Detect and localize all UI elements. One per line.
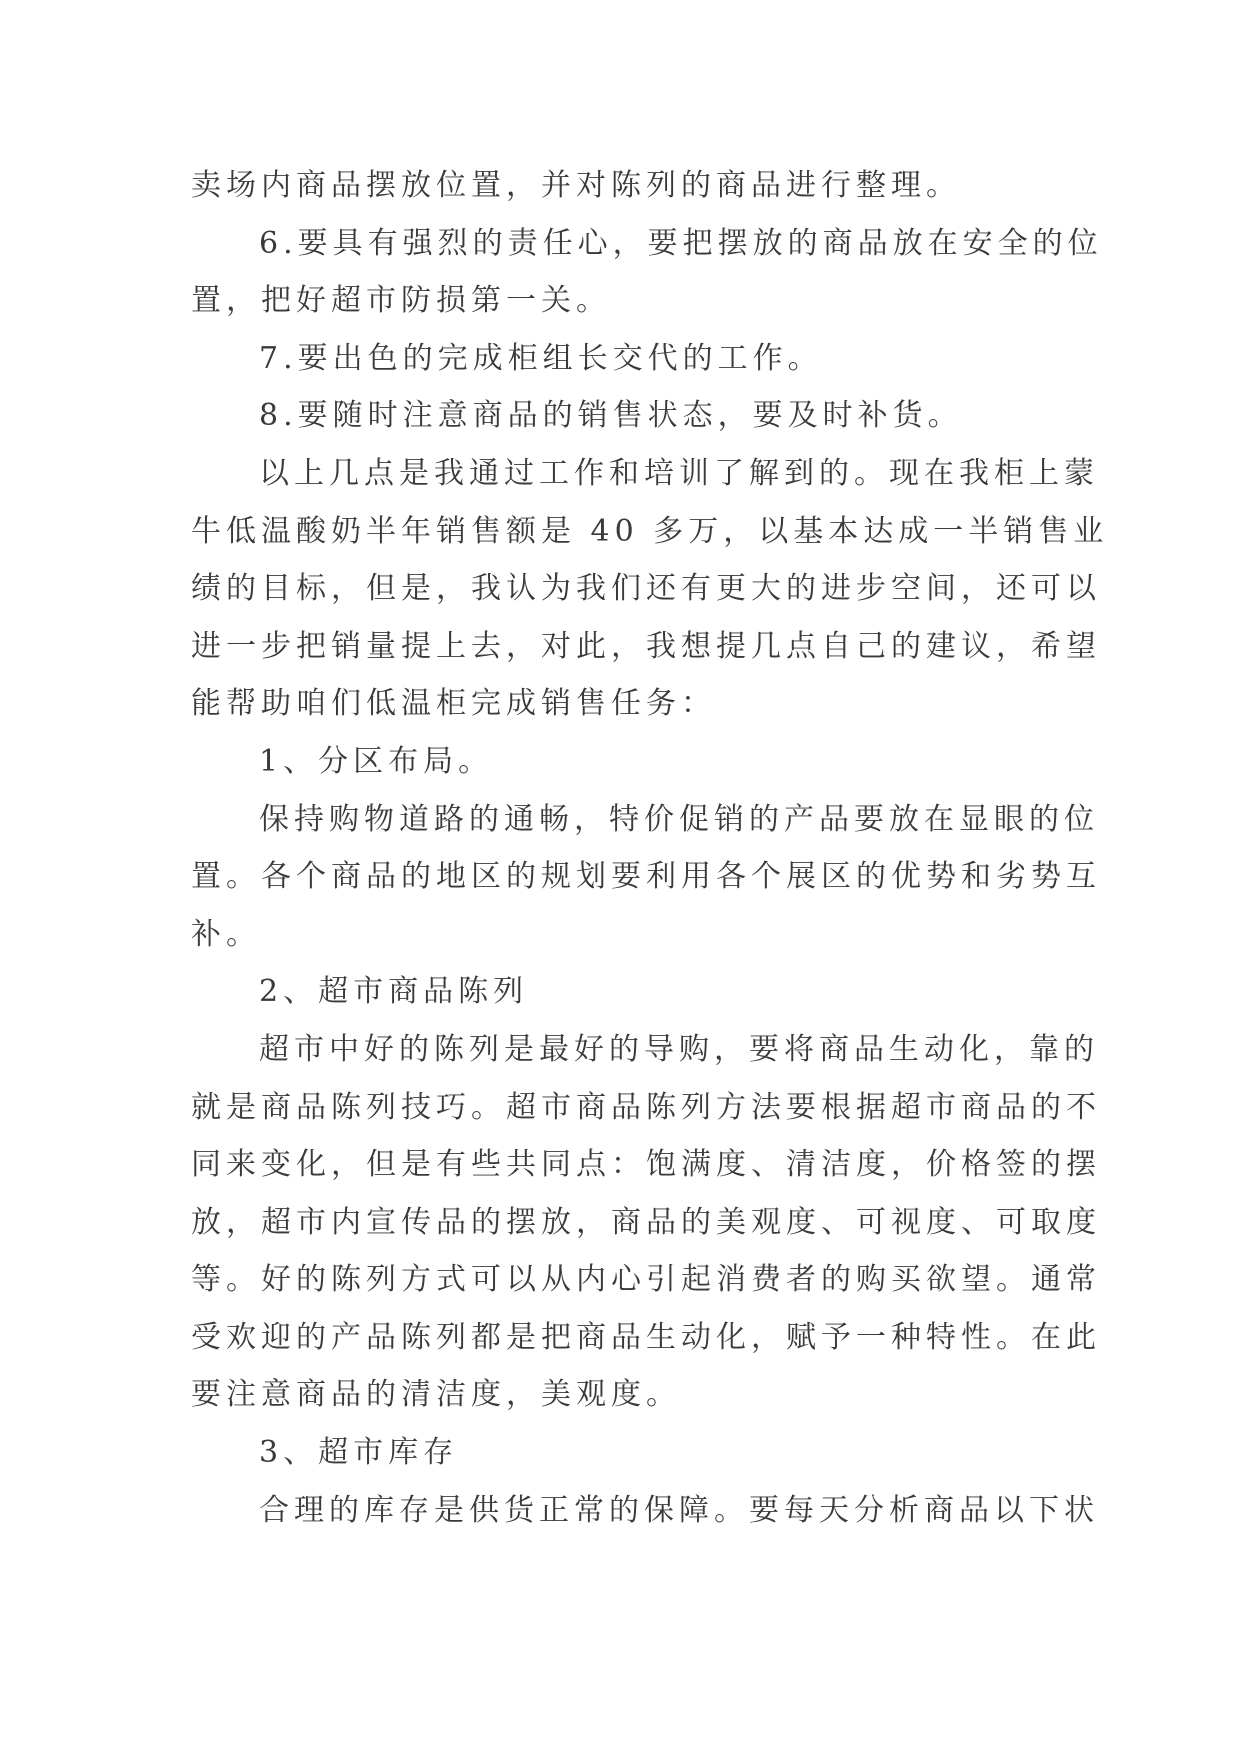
section-heading: 1、分区布局。: [259, 743, 494, 779]
text-line: 以上几点是我通过工作和培训了解到的。现在我柜上蒙: [259, 455, 1099, 491]
section-heading: 3、超市库存: [259, 1435, 459, 1471]
text-line: 绩的目标，但是，我认为我们还有更大的进步空间，还可以: [191, 571, 1101, 607]
text-line: 6.要具有强烈的责任心，要把摆放的商品放在安全的位: [259, 225, 1103, 261]
text-line: 进一步把销量提上去，对此，我想提几点自己的建议，希望: [191, 628, 1101, 664]
text-line: 卖场内商品摆放位置，并对陈列的商品进行整理。: [191, 168, 961, 203]
text-line: 置。各个商品的地区的规划要利用各个展区的优势和劣势互: [191, 859, 1101, 895]
text-line: 超市中好的陈列是最好的导购，要将商品生动化，靠的: [259, 1031, 1099, 1067]
text-line: 同来变化，但是有些共同点：饱满度、清洁度，价格签的摆: [191, 1147, 1101, 1183]
text-line: 放，超市内宣传品的摆放，商品的美观度、可视度、可取度: [191, 1204, 1101, 1240]
text-line: 要注意商品的清洁度，美观度。: [191, 1377, 681, 1413]
text-line: 受欢迎的产品陈列都是把商品生动化，赋予一种特性。在此: [191, 1319, 1101, 1355]
text-line: 8.要随时注意商品的销售状态，要及时补货。: [259, 398, 963, 434]
text-line: 牛低温酸奶半年销售额是 40 多万，以基本达成一半销售业: [191, 513, 1109, 549]
text-line: 7.要出色的完成柜组长交代的工作。: [259, 340, 823, 376]
text-line: 能帮助咱们低温柜完成销售任务：: [191, 686, 716, 722]
section-heading: 2、超市商品陈列: [259, 974, 529, 1010]
text-line: 补。: [191, 916, 261, 952]
text-line: 保持购物道路的通畅，特价促销的产品要放在显眼的位: [259, 801, 1099, 837]
text-line: 等。好的陈列方式可以从内心引起消费者的购买欲望。通常: [191, 1262, 1101, 1298]
text-line: 就是商品陈列技巧。超市商品陈列方法要根据超市商品的不: [191, 1089, 1101, 1125]
document-body: [191, 157, 1109, 1539]
text-line: 合理的库存是供货正常的保障。要每天分析商品以下状: [259, 1492, 1099, 1528]
text-line: 置，把好超市防损第一关。: [191, 283, 611, 319]
